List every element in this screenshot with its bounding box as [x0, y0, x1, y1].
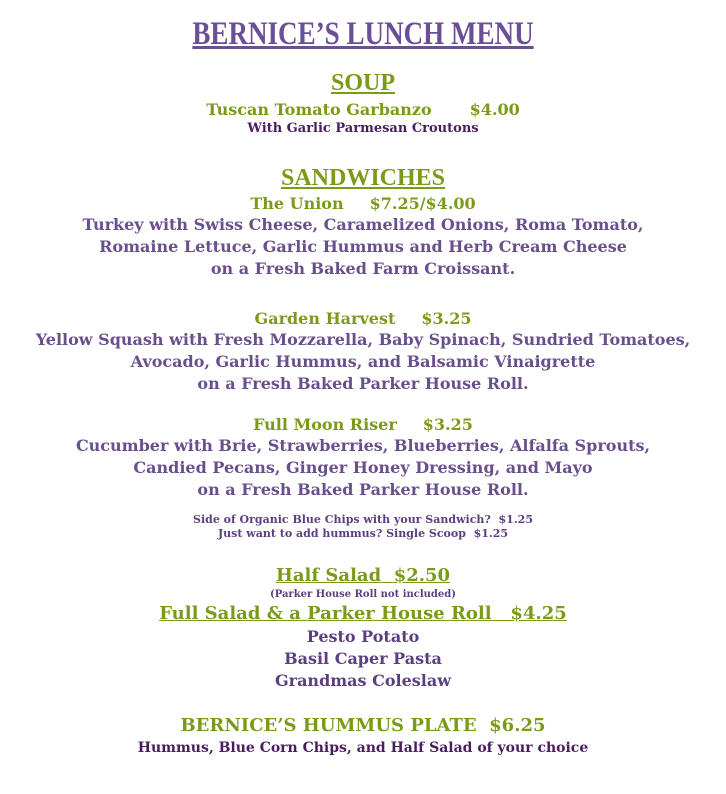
hummus-plate-desc: Hummus, Blue Corn Chips, and Half Salad of your choice [137, 740, 589, 756]
addon-price: $1.25 [498, 513, 533, 526]
sandwich-price: $7.25/$4.00 [369, 194, 476, 213]
hummus-plate-heading [0, 715, 726, 736]
sandwich-desc-line: on a Fresh Baked Parker House Roll. [197, 480, 529, 499]
sandwich-desc-line: on a Fresh Baked Farm Croissant. [210, 259, 516, 278]
half-salad-price: $2.50 [393, 565, 451, 586]
sandwiches-heading: SANDWICHES [280, 165, 446, 191]
addon-price: $1.25 [473, 527, 509, 540]
hummus-plate-label: BERNICE’S HUMMUS PLATE [180, 715, 477, 736]
addon-text: Just want to add hummus? Single Scoop [217, 527, 466, 540]
sandwich-desc-line: Turkey with Swiss Cheese, Caramelized Onions, Roma Tomato, [82, 215, 644, 234]
soup-item [0, 100, 726, 119]
half-salad-label: Half Salad [275, 565, 382, 586]
addon-line [0, 513, 726, 526]
soup-heading: SOUP [330, 70, 395, 96]
sandwich-desc-line: Romaine Lettuce, Garlic Hummus and Herb Cream Cheese [99, 237, 627, 256]
sandwich-price: $3.25 [422, 415, 473, 434]
salad-option: Pesto Potato [306, 627, 420, 646]
sandwich-desc-line: on a Fresh Baked Parker House Roll. [197, 374, 529, 393]
salad-option: Basil Caper Pasta [284, 649, 442, 668]
sandwich-desc-line: Avocado, Garlic Hummus, and Balsamic Vinaigrette [130, 352, 596, 371]
half-salad-note: (Parker House Roll not included) [269, 589, 457, 600]
soup-item-desc: With Garlic Parmesan Croutons [247, 121, 479, 136]
soup-item-price: $4.00 [469, 100, 520, 119]
addon-line [0, 527, 726, 540]
sandwich-desc-line: Candied Pecans, Ginger Honey Dressing, and Mayo [133, 458, 593, 477]
half-salad-heading [0, 565, 726, 586]
sandwich-name: Full Moon Riser [253, 415, 397, 434]
full-salad-heading [0, 603, 726, 624]
full-salad-label: Full Salad & a Parker House Roll [159, 603, 492, 624]
sandwich-desc-line: Cucumber with Brie, Strawberries, Blueberries, Alfalfa Sprouts, [75, 436, 651, 455]
soup-item-name: Tuscan Tomato Garbanzo [206, 100, 432, 119]
menu-title: BERNICE’S LUNCH MENU [192, 16, 534, 52]
sandwich-item-name [0, 415, 726, 434]
hummus-plate-price: $6.25 [489, 715, 546, 736]
addon-text: Side of Organic Blue Chips with your Sandwich? [193, 513, 491, 526]
sandwich-item-name [0, 194, 726, 213]
sandwich-item-name [0, 309, 726, 328]
full-salad-price: $4.25 [510, 603, 567, 624]
sandwich-price: $3.25 [421, 309, 472, 328]
sandwich-desc-line: Yellow Squash with Fresh Mozzarella, Baby Spinach, Sundried Tomatoes, [35, 330, 691, 349]
sandwich-name: The Union [250, 194, 344, 213]
sandwich-name: Garden Harvest [254, 309, 396, 328]
salad-option: Grandmas Coleslaw [274, 671, 452, 690]
